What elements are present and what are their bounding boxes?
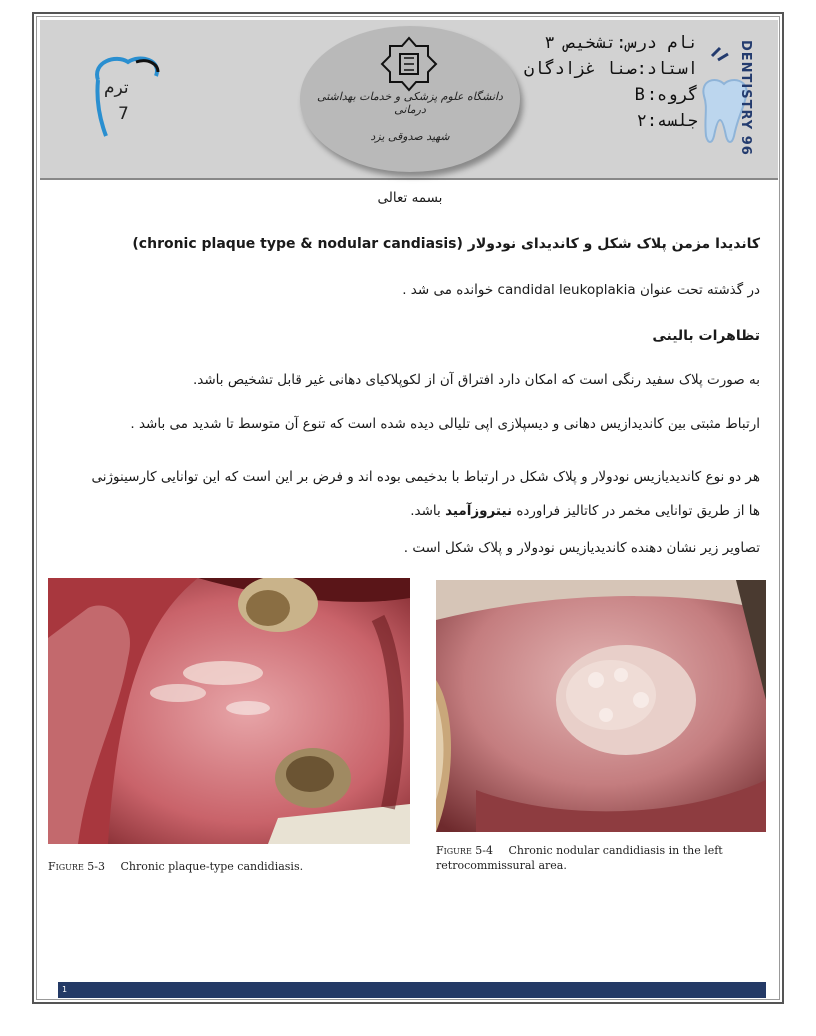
instructor-name: استاد:صنا غزادگان: [524, 59, 698, 79]
seal-text-city: شهید صدوقی یزد: [370, 130, 450, 143]
heading-clinical: تظاهرات بالینی: [652, 328, 760, 344]
figure-5-3-text: Chronic plaque-type candidiasis.: [120, 860, 304, 873]
university-emblem-icon: [376, 36, 442, 92]
figure-5-3-photo: [48, 578, 410, 844]
paragraph-history: [60, 282, 760, 298]
paragraph-malignancy: [60, 460, 760, 528]
dentistry-brand: DENTISTRY 96: [738, 40, 753, 156]
p4-line1: هر دو نوع کاندیدیازیس نودولار و پلاک شکل در ارتباط با بدخیمی بوده اند و فرض بر این است که این توانایی کارسینوژنی: [91, 469, 760, 485]
course-name: نام درس:تشخیص ۳: [544, 33, 698, 53]
figure-5-4-label: Figure 5-4: [436, 844, 493, 857]
page-title: [60, 236, 760, 252]
term-label: ترم: [104, 78, 129, 98]
p4-text-after: باشد.: [410, 503, 441, 519]
page-number: 1: [62, 985, 68, 994]
figure-5-3-label: Figure 5-3: [48, 860, 105, 873]
p4-text-before: ها از طریق توانایی مخمر در کاتالیز فراورده: [516, 503, 760, 519]
paragraph-images-intro: تصاویر زیر نشان دهنده کاندیدیازیس نودولار و پلاک شکل است .: [403, 540, 760, 556]
p4-line2: [60, 494, 760, 528]
footer-bar: [58, 982, 766, 998]
session-label: جلسه:۲: [636, 111, 698, 131]
term-number: 7: [118, 104, 129, 124]
paragraph-plaque: به صورت پلاک سفید رنگی است که امکان دارد افتراق آن از لکوپلاکیای دهانی غیر قابل تشخیص باشد.: [192, 372, 760, 388]
course-info: [480, 30, 698, 134]
p4-bold-term: نیتروزآمید: [445, 503, 513, 519]
title-persian: کاندیدا مزمن پلاک شکل و کاندیدای نودولار: [467, 236, 760, 252]
p1-term-english: candidal leukoplakia: [497, 282, 636, 298]
dentistry-tooth-icon: [698, 36, 768, 156]
figure-5-3-caption: [48, 860, 303, 873]
p1-text-before: در گذشته تحت عنوان: [639, 282, 760, 298]
group-label: گروه:B: [634, 85, 698, 105]
figure-5-4-caption: [436, 843, 736, 873]
bismillah: بسمه تعالی: [377, 190, 443, 206]
title-english: (chronic plaque type & nodular candiasis): [132, 236, 463, 252]
figure-5-4-photo: [436, 580, 766, 832]
seal-text-university: دانشگاه علوم پزشکی و خدمات بهداشتی درمانی: [317, 90, 503, 116]
paragraph-dysplasia: ارتباط مثبتی بین کاندیدازیس دهانی و دیسپلازی اپی تلیالی دیده شده است که تنوع آن متوسط تا شدید می باشد .: [130, 416, 760, 432]
figure-5-4-text: Chronic nodular candidiasis in the left retrocommissural area.: [436, 844, 723, 872]
p1-text-after: خوانده می شد .: [402, 282, 494, 298]
